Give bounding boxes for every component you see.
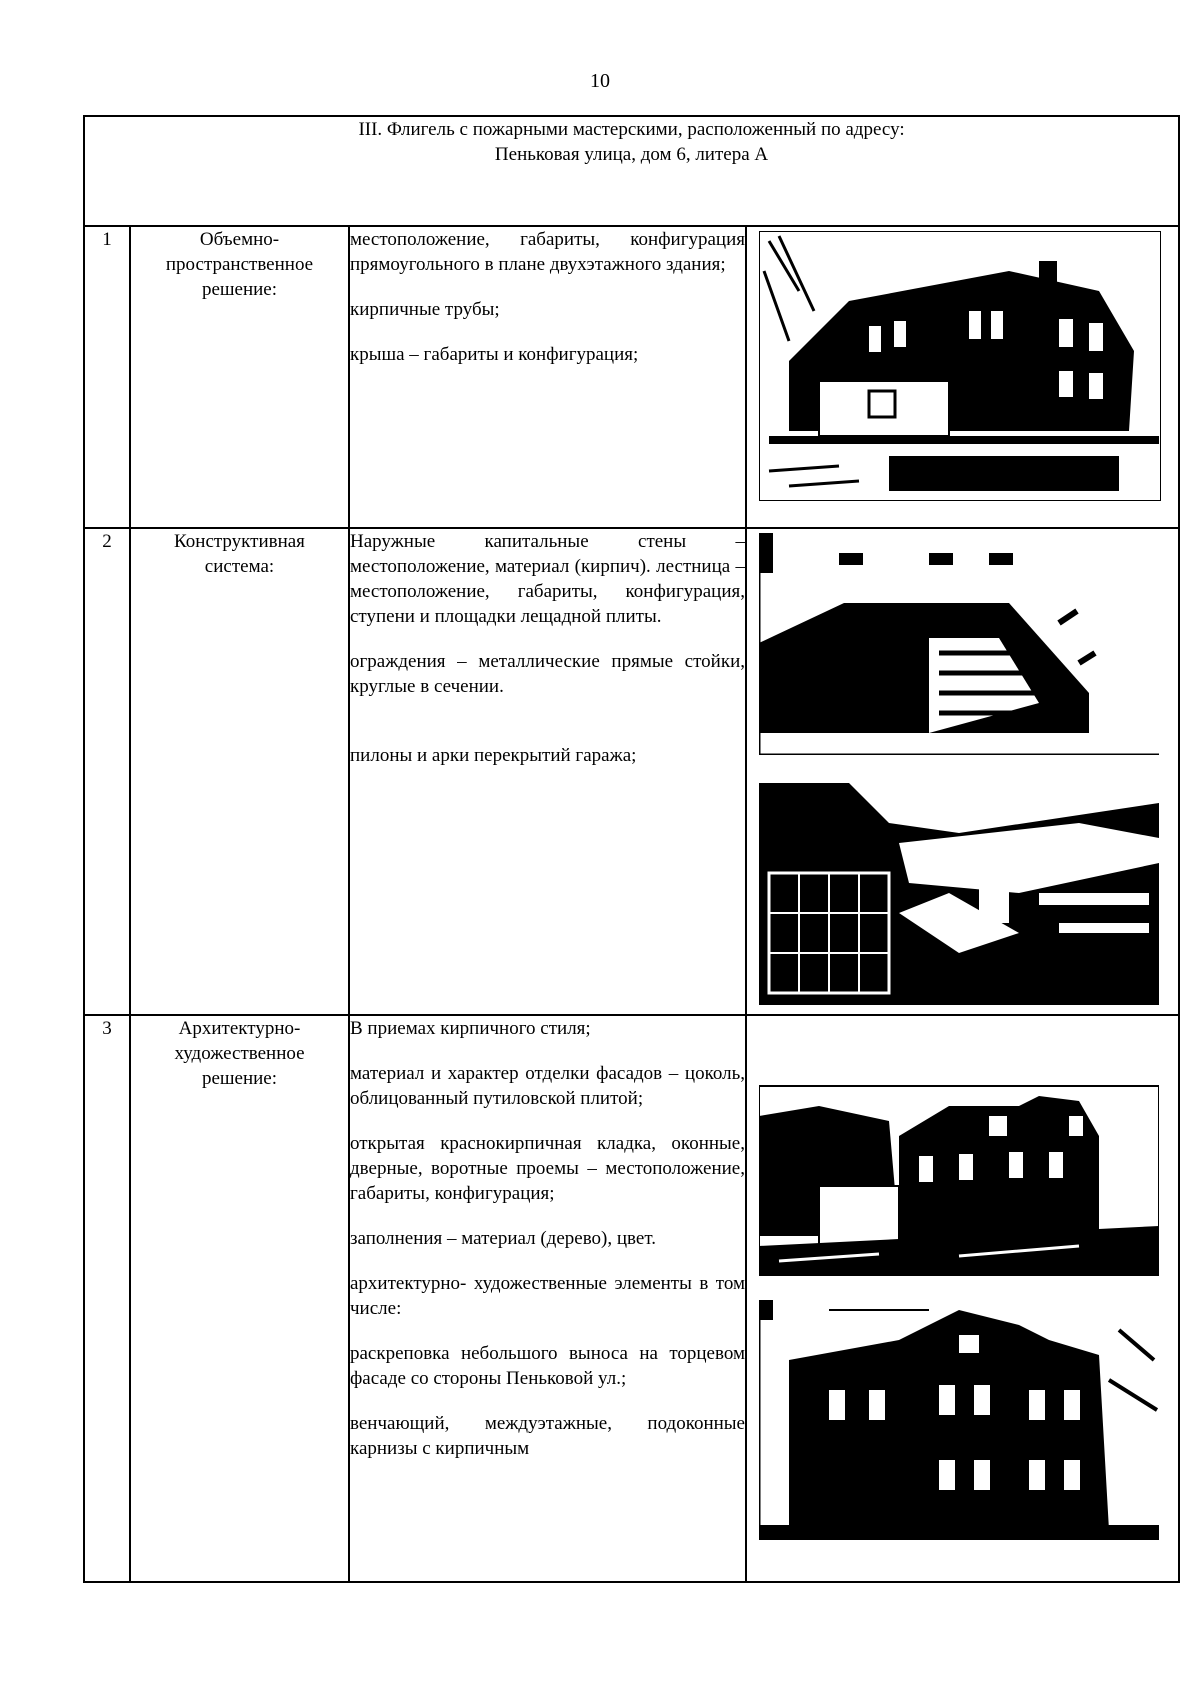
- description-paragraph: раскреповка небольшого выноса на торцевом фасаде со стороны Пеньковой ул.;: [350, 1343, 745, 1389]
- description-paragraph: ограждения – металлические прямые стойки, круглые в сечении.: [350, 651, 745, 697]
- facade-photo: [759, 1076, 1159, 1276]
- row-number: 2: [84, 528, 130, 1015]
- description-paragraph: открытая краснокирпичная кладка, оконные, дверные, воротные проемы – местоположение, габариты, конфигурация;: [350, 1133, 745, 1204]
- table-row: [84, 528, 1179, 1015]
- section-heading: [84, 116, 1179, 226]
- row-title: [130, 226, 349, 528]
- section-heading-line1: III. Флигель с пожарными мастерскими, расположенный по адресу:: [358, 119, 905, 140]
- description-paragraph: Наружные капитальные стены – местоположение, материал (кирпич). лестница – местоположение, габариты, конфигурация, ступени и площадки лещадной плиты.: [350, 531, 745, 627]
- row-photos: [746, 528, 1179, 1015]
- row-title-line: Конструктивная: [174, 531, 305, 552]
- row-description: [349, 226, 746, 528]
- staircase-photo: [759, 533, 1159, 755]
- description-paragraph: В приемах кирпичного стиля;: [350, 1018, 591, 1039]
- description-paragraph: материал и характер отделки фасадов – цоколь, облицованный путиловской плитой;: [350, 1063, 745, 1109]
- row-description: [349, 1015, 746, 1582]
- row-description: [349, 528, 746, 1015]
- row-photos: [746, 1015, 1179, 1582]
- row-title: [130, 1015, 349, 1582]
- row-title-line: решение:: [201, 1068, 278, 1089]
- description-paragraph: местоположение, габариты, конфигурация прямоугольного в плане двухэтажного здания;: [350, 229, 745, 275]
- description-paragraph: пилоны и арки перекрытий гаража;: [350, 745, 637, 766]
- table-row: [84, 226, 1179, 528]
- description-paragraph: заполнения – материал (дерево), цвет.: [350, 1228, 656, 1249]
- row-number: 3: [84, 1015, 130, 1582]
- garage-interior-photo: [759, 783, 1159, 1005]
- section-heading-line2: Пеньковая улица, дом 6, литера А: [494, 144, 769, 165]
- page-number: 10: [590, 70, 610, 92]
- row-photos: [746, 226, 1179, 528]
- row-title-line: система:: [204, 556, 275, 577]
- end-facade-photo: [759, 1300, 1159, 1540]
- row-title-line: пространственное: [165, 254, 314, 275]
- row-title: [130, 528, 349, 1015]
- description-paragraph: кирпичные трубы;: [350, 299, 500, 320]
- table-row: [84, 1015, 1179, 1582]
- description-paragraph: крыша – габариты и конфигурация;: [350, 344, 639, 365]
- protected-elements-table: [83, 115, 1180, 1583]
- description-paragraph: архитектурно- художественные элементы в том числе:: [350, 1273, 745, 1319]
- description-paragraph: венчающий, междуэтажные, подоконные карнизы с кирпичным: [350, 1413, 745, 1459]
- row-title-line: Объемно-: [199, 229, 280, 250]
- row-title-line: художественное: [174, 1043, 305, 1064]
- building-exterior-photo: [759, 231, 1161, 501]
- row-number: 1: [84, 226, 130, 528]
- row-title-line: решение:: [201, 279, 278, 300]
- row-title-line: Архитектурно-: [178, 1018, 301, 1039]
